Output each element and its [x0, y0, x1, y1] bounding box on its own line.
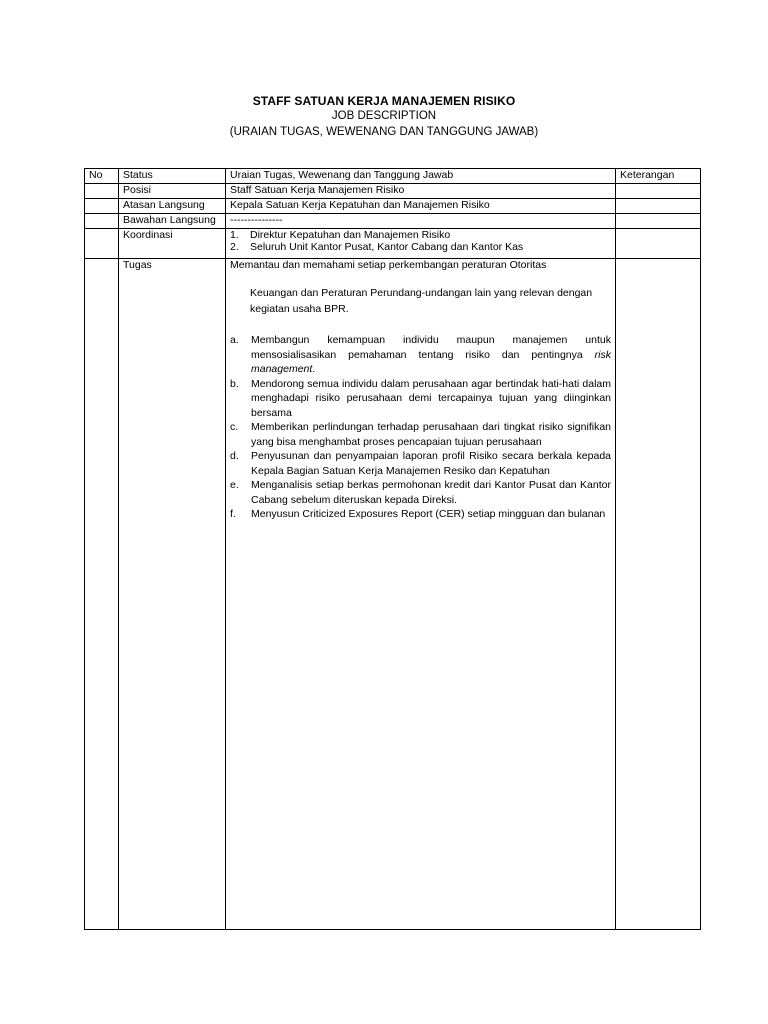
table-row: [85, 184, 701, 199]
row-label: Tugas: [119, 259, 226, 930]
tugas-intro: Memantau dan memahami setiap perkembangan peraturan Otoritas: [230, 259, 547, 271]
no-cell: [85, 229, 119, 259]
list-item: [230, 241, 611, 253]
document-subtitle: JOB DESCRIPTION: [331, 110, 437, 122]
row-value: Staff Satuan Kerja Manajemen Risiko: [226, 184, 616, 199]
keterangan-cell: [616, 214, 701, 229]
no-cell: [85, 199, 119, 214]
list-text-italic: risk management: [251, 348, 612, 376]
row-label: Koordinasi: [119, 229, 226, 259]
row-label: Posisi: [119, 184, 226, 199]
list-item: [230, 333, 611, 377]
list-number: 1.: [230, 229, 239, 241]
list-marker: f.: [230, 508, 236, 521]
table-row-tugas: [85, 259, 701, 930]
row-value: Kepala Satuan Kerja Kepatuhan dan Manajemen Risiko: [226, 199, 616, 214]
list-text: Penyusunan dan penyampaian laporan profil Risiko secara berkala kepada Kepala Bagian Satuan Kerja Manajemen Resiko dan Kepatuhan: [251, 450, 611, 477]
keterangan-cell: [616, 259, 701, 930]
list-marker: e.: [230, 479, 239, 492]
list-text: Menganalisis setiap berkas permohonan kredit dari Kantor Pusat dan Kantor Cabang sebelum diteruskan kepada Direksi.: [251, 479, 611, 506]
header-uraian: Uraian Tugas, Wewenang dan Tanggung Jawab: [226, 169, 616, 184]
row-label: Bawahan Langsung: [119, 214, 226, 229]
tugas-paragraph: Keuangan dan Peraturan Perundang-undangan lain yang relevan dengan kegiatan usaha BPR.: [250, 287, 593, 316]
list-text: [251, 333, 611, 377]
list-marker: b.: [230, 377, 239, 390]
no-cell: [85, 214, 119, 229]
list-text: Mendorong semua individu dalam perusahaan agar bertindak hati-hati dalam menghadapi risiko perusahaan demi tercapainya tujuan yang diinginkan bersama: [251, 377, 611, 419]
list-item: [230, 449, 611, 478]
list-text: Menyusun Criticized Exposures Report (CER) setiap mingguan dan bulanan: [251, 508, 606, 521]
list-text: Direktur Kepatuhan dan Manajemen Risiko: [250, 229, 451, 241]
row-label: Atasan Langsung: [119, 199, 226, 214]
list-marker: a.: [230, 334, 239, 347]
keterangan-cell: [616, 229, 701, 259]
keterangan-cell: [616, 199, 701, 214]
list-item: [230, 507, 611, 522]
header-status: Status: [119, 169, 226, 184]
list-text-end: .: [312, 363, 316, 376]
header-keterangan: Keterangan: [616, 169, 701, 184]
document-subtitle-2: (URAIAN TUGAS, WEWENANG DAN TANGGUNG JAWAB): [229, 126, 539, 138]
list-item: [230, 420, 611, 449]
row-value: ---------------: [226, 214, 616, 229]
header-no: No: [85, 169, 119, 184]
list-marker: d.: [230, 450, 239, 463]
tugas-list: [230, 333, 611, 522]
list-number: 2.: [230, 241, 239, 254]
job-description-table: [84, 168, 701, 930]
tugas-cell: [226, 259, 616, 930]
table-row: [85, 199, 701, 214]
no-cell: [85, 259, 119, 930]
list-item: [230, 478, 611, 507]
table-row: [85, 214, 701, 229]
list-text-main: Membangun kemampuan individu maupun manajemen untuk mensosialisasikan pemahaman tentang risiko dan pentingnya: [251, 334, 611, 361]
list-text: Memberikan perlindungan terhadap perusahaan dari tingkat risiko signifikan yang bisa menghambat proses pencapaian tujuan perusahaan: [251, 421, 611, 448]
list-item: [230, 377, 611, 421]
document-title: STAFF SATUAN KERJA MANAJEMEN RISIKO: [252, 94, 516, 108]
no-cell: [85, 184, 119, 199]
table-header-row: [85, 169, 701, 184]
list-text: Seluruh Unit Kantor Pusat, Kantor Cabang dan Kantor Kas: [250, 241, 524, 254]
table-row-koordinasi: [85, 229, 701, 259]
koordinasi-list-cell: [226, 229, 616, 259]
keterangan-cell: [616, 184, 701, 199]
koordinasi-list: [230, 229, 611, 253]
list-item: [230, 229, 611, 241]
list-marker: c.: [230, 421, 239, 434]
